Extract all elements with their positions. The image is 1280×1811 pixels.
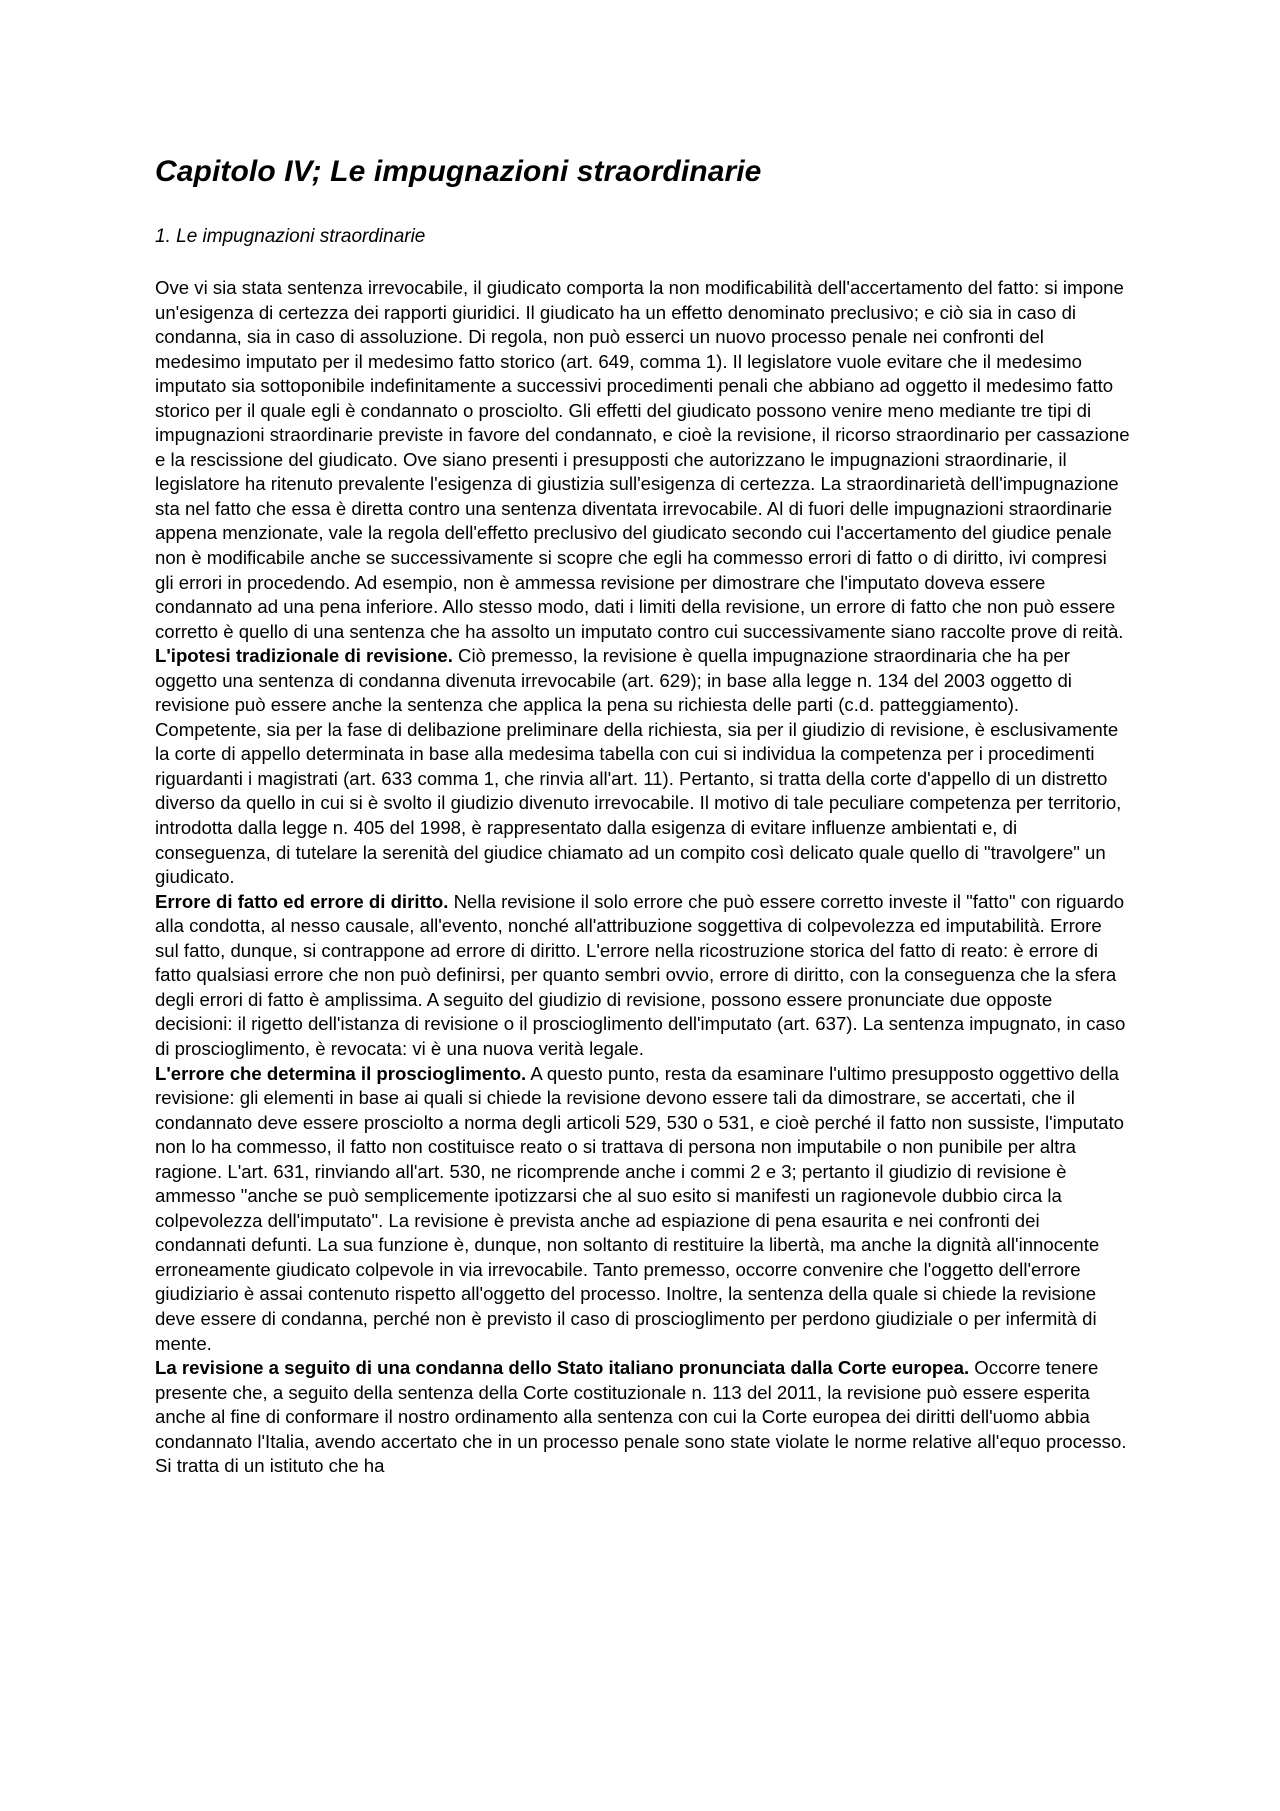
paragraph-corte-europea xyxy=(155,1356,1130,1479)
chapter-title: Capitolo IV; Le impugnazioni straordinarie xyxy=(155,155,762,188)
paragraph-errore-proscioglimento xyxy=(155,1062,1130,1357)
document-page xyxy=(155,150,1130,1479)
paragraph-heading: Errore di fatto ed errore di diritto. xyxy=(155,890,449,912)
paragraph-revisione-tradizionale xyxy=(155,644,1130,889)
paragraph-text: Ove vi sia stata sentenza irrevocabile, il giudicato comporta la non modificabilità dell'accertamento del fatto: si impone un'esigenza di certezza dei rapporti giuridici. Il giudicato ha un effetto denominato preclusivo; e ciò sia in caso di condanna, sia in caso di assoluzione. Di regola, non può esserci un nuovo processo penale nei confronti del medesimo imputato per il medesimo fatto storico (art. 649, comma 1). Il legislatore vuole evitare che il medesimo imputato sia sottoponibile indefinitamente a successivi procedimenti penali che abbiano ad oggetto il medesimo fatto storico per il quale egli è condannato o prosciolto. Gli effetti del giudicato possono venire meno mediante tre tipi di impugnazioni straordinarie previste in favore del condannato, e cioè la revisione, il ricorso straordinario per cassazione e la rescissione del giudicato. Ove siano presenti i presupposti che autorizzano le impugnazioni straordinarie, il legislatore ha ritenuto prevalente l'esigenza di giustizia sull'esigenza di certezza. La straordinarietà dell'impugnazione sta nel fatto che essa è diretta contro una sentenza diventata irrevocabile. Al di fuori delle impugnazioni straordinarie appena menzionate, vale la regola dell'effetto preclusivo del giudicato secondo cui l'accertamento del giudice penale non è modificabile anche se successivamente si scopre che egli ha commesso errori di fatto o di diritto, ivi compresi gli errori in procedendo. Ad esempio, non è ammessa revisione per dimostrare che l'imputato doveva essere condannato ad una pena inferiore. Allo stesso modo, dati i limiti della revisione, un errore di fatto che non può essere corretto è quello di una sentenza che ha assolto un imputato contro cui successivamente siano raccolte prove di reità. xyxy=(155,277,1130,642)
paragraph-text: Nella revisione il solo errore che può essere corretto investe il "fatto" con riguardo alla condotta, al nesso causale, all'evento, nonché all'attribuzione soggettiva di colpevolezza ed imputabilità. Errore sul fatto, dunque, si contrappone ad errore di diritto. L'errore nella ricostruzione storica del fatto di reato: è errore di fatto qualsiasi errore che non può definirsi, per quanto sembri ovvio, errore di diritto, con la conseguenza che la sfera degli errori di fatto è amplissima. A seguito del giudizio di revisione, possono essere pronunciate due opposte decisioni: il rigetto dell'istanza di revisione o il proscioglimento dell'imputato (art. 637). La sentenza impugnato, in caso di proscioglimento, è revocata: vi è una nuova verità legale. xyxy=(155,890,1126,1059)
paragraph-heading: L'errore che determina il proscioglimento. xyxy=(155,1062,527,1084)
paragraph-text: Occorre tenere presente che, a seguito della sentenza della Corte costituzionale n. 113 del 2011, la revisione può essere esperita anche al fine di conformare il nostro ordinamento alla sentenza con cui la Corte europea dei diritti dell'uomo abbia condannato l'Italia, avendo accertato che in un processo penale sono state violate le norme relative all'equo processo. Si tratta di un istituto che ha xyxy=(155,1357,1127,1477)
paragraph-errore-fatto-diritto xyxy=(155,890,1130,1062)
section-title: 1. Le impugnazioni straordinarie xyxy=(155,226,426,247)
paragraph-heading: La revisione a seguito di una condanna dello Stato italiano pronunciata dalla Corte europea. xyxy=(155,1357,970,1379)
paragraph-text: Ciò premesso, la revisione è quella impugnazione straordinaria che ha per oggetto una sentenza di condanna divenuta irrevocabile (art. 629); in base alla legge n. 134 del 2003 oggetto di revisione può essere anche la sentenza che applica la pena su richiesta delle parti (c.d. patteggiamento). Competente, sia per la fase di delibazione preliminare della richiesta, sia per il giudizio di revisione, è esclusivamente la corte di appello determinata in base alla medesima tabella con cui si individua la competenza per i procedimenti riguardanti i magistrati (art. 633 comma 1, che rinvia all'art. 11). Pertanto, si tratta della corte d'appello di un distretto diverso da quello in cui si è svolto il giudizio divenuto irrevocabile. Il motivo di tale peculiare competenza per territorio, introdotta dalla legge n. 405 del 1998, è rappresentato dalla esigenza di evitare influenze ambientati e, di conseguenza, di tutelare la serenità del giudice chiamato ad un compito così delicato quale quello di "travolgere" un giudicato. xyxy=(155,645,1122,888)
paragraph-text: A questo punto, resta da esaminare l'ultimo presupposto oggettivo della revisione: gli elementi in base ai quali si chiede la revisione devono essere tali da dimostrare, se accertati, che il condannato deve essere prosciolto a norma degli articoli 529, 530 o 531, e cioè perché il fatto non sussiste, l'imputato non lo ha commesso, il fatto non costituisce reato o si trattava di persona non imputabile o non punibile per altra ragione. L'art. 631, rinviando all'art. 530, ne ricomprende anche i commi 2 e 3; pertanto il giudizio di revisione è ammesso "anche se può semplicemente ipotizzarsi che al suo esito si manifesti un ragionevole dubbio circa la colpevolezza dell'imputato". La revisione è prevista anche ad espiazione di pena esaurita e nei confronti dei condannati defunti. La sua funzione è, dunque, non soltanto di restituire la libertà, ma anche la dignità all'innocente erroneamente giudicato colpevole in via irrevocabile. Tanto premesso, occorre convenire che l'oggetto dell'errore giudiziario è assai contenuto rispetto all'oggetto del processo. Inoltre, la sentenza della quale si chiede la revisione deve essere di condanna, perché non è previsto il caso di proscioglimento per perdono giudiziale o per infermità di mente. xyxy=(155,1062,1124,1354)
paragraph-intro xyxy=(155,276,1130,644)
paragraph-heading: L'ipotesi tradizionale di revisione. xyxy=(155,645,453,667)
body-text xyxy=(155,276,1130,1479)
